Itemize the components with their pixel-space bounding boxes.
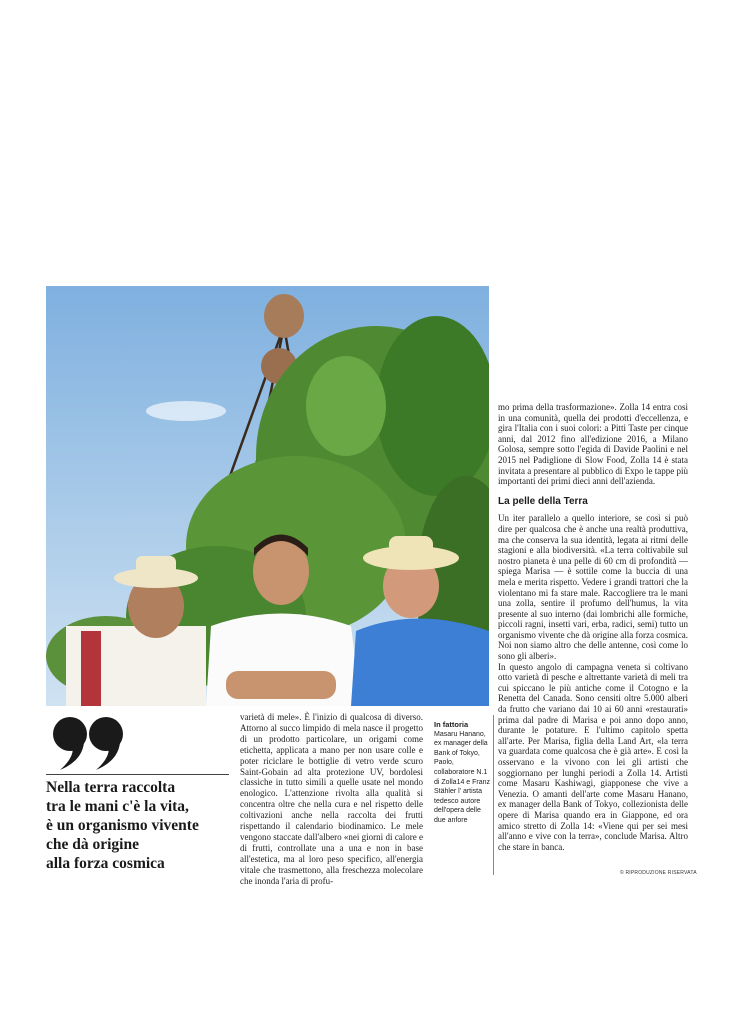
- right-paragraph-1: Un iter parallelo a quello interiore, se così si può dire per qualcosa che è anche una realtà produttiva, ma che conserva la sua identità, legata ai ritmi delle stagioni e alla biodiversità. «La terra coltivabile sul nostro pianeta è una pelle di 60 cm di profondità — spiega Marisa — è sottile come la buccia di una mela e merita rispetto. Vedere i grandi trattori che la violentano mi fa stare male. Raccogliere tra le mani una zolla, sentire il profumo dell'humus, la vita presente al suo interno (dai lombrichi alle formiche, piccoli ragni, insetti vari, erba, radici, semi) tutto un organismo vivente che dà origine alla forza cosmica. Noi non siamo altro che delle antenne, così come lo sono gli alberi».: [498, 513, 688, 662]
- pull-quote-line: Nella terra raccolta: [46, 779, 176, 796]
- pull-quote: [46, 778, 229, 873]
- right-paragraph-2: In questo angolo di campagna veneta si coltivano otto varietà di pesche e altrettante varietà di meli tra cui spiccano le più antiche come il Cotogno e la Renetta del Canada. Sono censiti oltre 5.000 alberi da frutto che variano dai 10 ai 60 anni «restaurati» prima dal padre di Marisa e poi anno dopo anno, durante le potature. E l'ultimo capitolo spetta all'arte. Per Marisa, figlia della Land Art, «la terra va guardata come qualcosa che è già arte». E così la osservano e la vivono con lei gli artisti che soggiornano per lunghi periodi a Zolla 14. Artisti come Masaru Kashiwagi, giapponese che vive a Venezia. O amanti dell'arte come Masaru Hanano, ex manager della Bank of Tokyo, collezionista delle opere di Marisa quando era in Giappone, ed ora amico stretto di Zolla 14: «Viene qui per sei mesi all'anno e vive con la terra», conclude Marisa. Altro che stare in banca.: [498, 661, 688, 852]
- pull-quote-line: che dà origine: [46, 836, 139, 853]
- farm-photo: [46, 286, 489, 706]
- pull-quote-line: alla forza cosmica: [46, 855, 165, 872]
- photo-caption: [434, 720, 494, 826]
- pull-quote-line: tra le mani c'è la vita,: [46, 798, 189, 815]
- middle-column: varietà di mele». È l'inizio di qualcosa di diverso. Attorno al succo limpido di mela nasce il progetto di un prodotto particolare, un origami come etichetta, applicata a mano per non usare colle e poter riciclare le bottiglie di vetro verde scuro Saint-Gobain ad alta protezione UV, bordolesi classiche in tutto simili a quelle usate nel mondo enologico. L'attenzione rivolta alla qualità si concentra oltre che nella cura e nel rispetto delle coltivazioni anche nella raccolta dei frutti rispettando il calendario biodinamico. Le mele vengono staccate dall'albero «nei giorni di calore e di frutti, controllate una a una e non in base all'estetica, ma al loro peso specifico, all'energia vitale che trasmettono, alla freschezza molecolare che inonda l'aria di profu-: [240, 712, 423, 886]
- pull-quote-line: è un organismo vivente: [46, 817, 199, 834]
- caption-heading: In fattoria: [434, 720, 469, 729]
- right-intro-paragraph: mo prima della trasformazione». Zolla 14 entra così in una comunità, quella dei prodotti d'eccellenza, e gira l'Italia con i suoi colori: a Pitti Taste per cinque anni, dal 2012 fino all'edizione 2016, a Milano Golosa, sempre sotto l'egida di Davide Paolini e nel 2015 nel Padiglione di Slow Food, Zolla 14 è stata invitata a presentare al pubblico di Expo le tappe più importanti dei primi dieci anni dell'azienda.: [498, 402, 688, 487]
- caption-text: Masaru Hanano, ex manager della Bank of Tokyo, Paolo, collaboratore N.1 di Zolla14 e Franz Stähler l' artista tedesco autore dell'opera delle due anfore: [434, 730, 491, 824]
- copyright-notice: © RIPRODUZIONE RISERVATA: [620, 870, 697, 876]
- right-column: [498, 402, 688, 852]
- quote-rule: [46, 774, 229, 775]
- cloud: [146, 401, 226, 421]
- column-divider: [493, 715, 494, 875]
- farm-photo-illustration: [46, 286, 489, 706]
- quote-marks-icon: [50, 704, 130, 774]
- section-heading: La pelle della Terra: [498, 495, 588, 507]
